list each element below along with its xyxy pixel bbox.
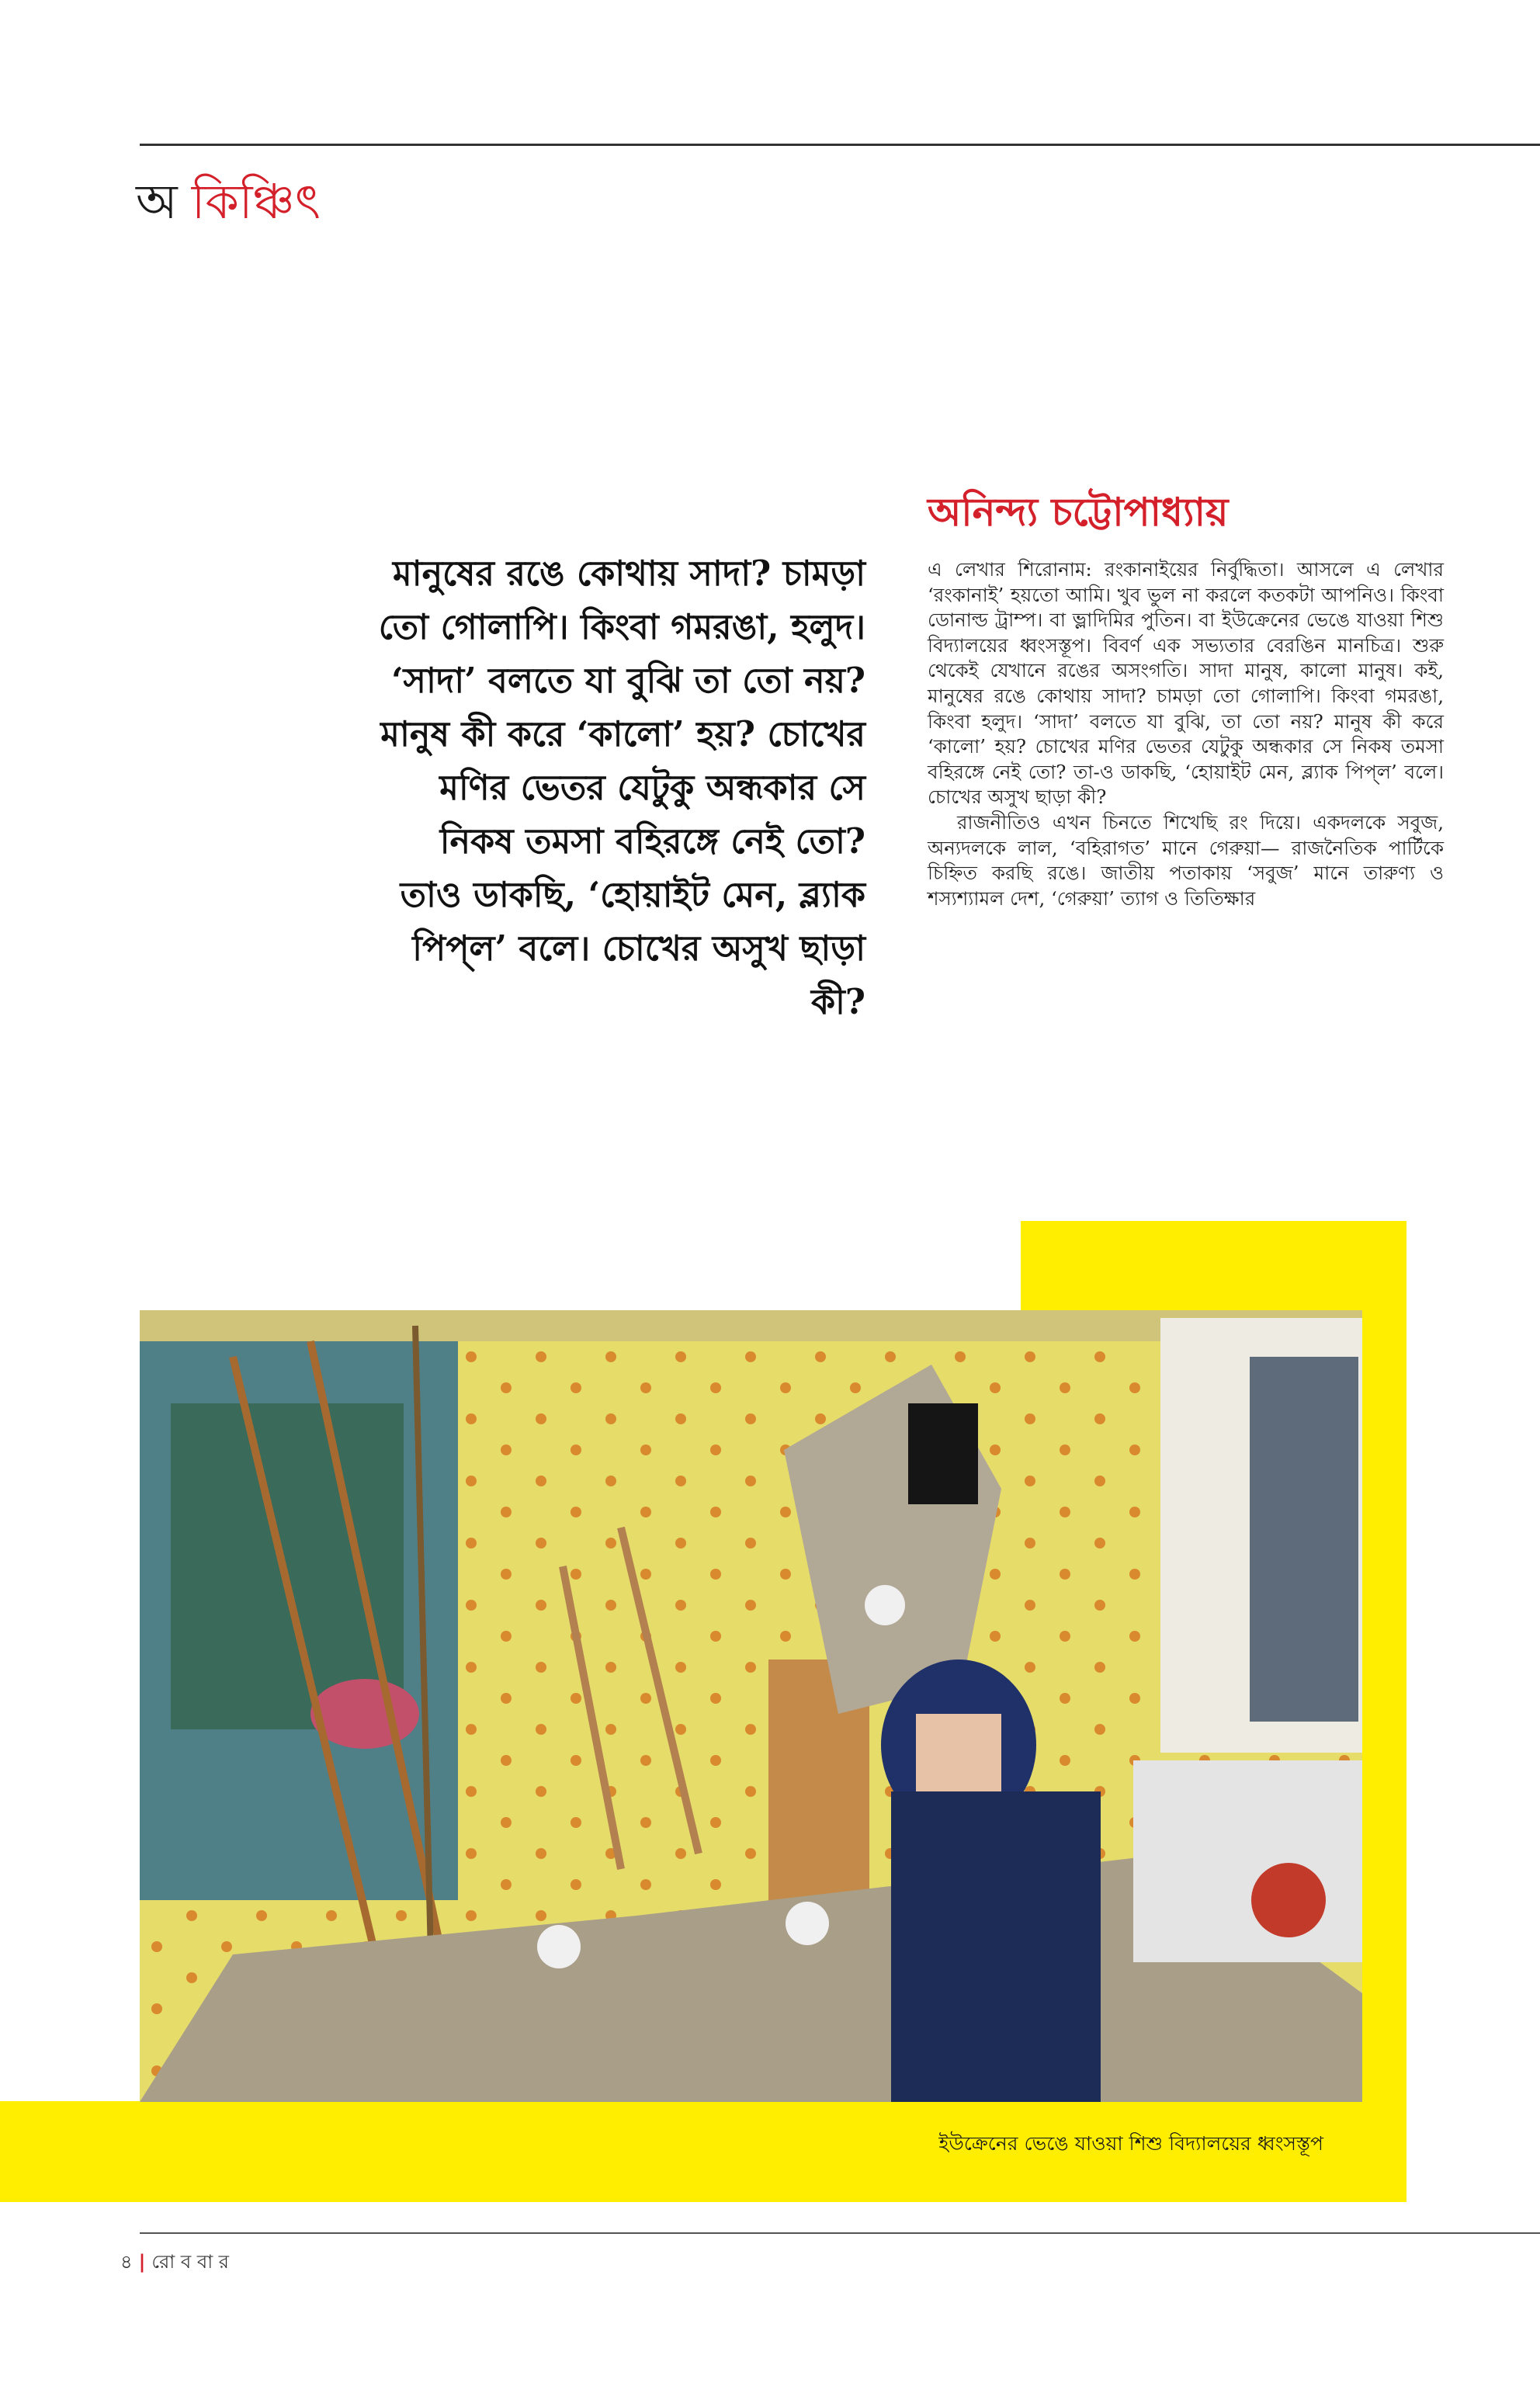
section-name: কিঞ্চিৎ [191,173,321,230]
pull-quote: মানুষের রঙে কোথায় সাদা? চামড়া তো গোলাপি। কিংবা গমরঙা, হলুদ। ‘সাদা’ বলতে যা বুঝি তা তো নয়? মানুষ কী করে ‘কালো’ হয়? চোখের মণির ভেতর যেটুকু অন্ধকার সে নিকষ তমসা বহিরঙ্গে নেই তো? তাও ডাকছি, ‘হোয়াইট মেন, ব্ল্যাক পিপ্‌ল’ বলে। চোখের অসুখ ছাড়া কী? [378,553,865,1022]
destroyed-school-photo [140,1310,1362,2102]
bottom-rule [140,2232,1540,2234]
footer-separator: | [138,2251,146,2273]
article-body [928,557,1444,911]
page-footer [120,2248,229,2279]
body-paragraph-1: এ লেখার শিরোনাম: রংকানাইয়ের নির্বুদ্ধিতা। আসলে এ লেখার ‘রংকানাই’ হয়তো আমি। খুব ভুল না করলে কতকটা আপনিও। কিংবা ডোনাল্ড ট্রাম্প। বা ভ্লাদিমির পুতিন। বা ইউক্রেনের ভেঙে যাওয়া শিশু বিদ্যালয়ের ধ্বংসস্তূপ। বিবর্ণ এক সভ্যতার বেরঙিন মানচিত্র। শুরু থেকেই যেখানে রঙের অসংগতি। সাদা মানুষ, কালো মানুষ। কই, মানুষের রঙে কোথায় সাদা? চামড়া তো গোলাপি। কিংবা গমরঙা, কিংবা হলুদ। ‘সাদা’ বলতে যা বুঝি, তা তো নয়? মানুষ কী করে ‘কালো’ হয়? চোখের মণির ভেতর যেটুকু অন্ধকার সে নিকষ তমসা বহিরঙ্গে নেই তো? তা-ও ডাকছি, ‘হোয়াইট মেন, ব্ল্যাক পিপ্‌ল’ বলে। চোখের অসুখ ছাড়া কী? [928,558,1444,809]
top-rule [140,144,1540,146]
yellow-accent-top [1021,1221,1406,1310]
yellow-accent-right [1362,1221,1406,2145]
photo-caption: ইউক্রেনের ভেঙে যাওয়া শিশু বিদ্যালয়ের ধ্বংসস্তূপ [938,2132,1323,2155]
publication-name: রো ব বা র [151,2251,230,2273]
author-byline: অনিন্দ্য চট্টোপাধ্যায় [928,489,1229,535]
section-heading [136,171,321,233]
section-prefix: অ [136,173,178,230]
body-paragraph-2: রাজনীতিও এখন চিনতে শিখেছি রং দিয়ে। একদলকে সবুজ, অন্যদলকে লাল, ‘বহিরাগত’ মানে গেরুয়া— রাজনৈতিক পার্টিকে চিহ্নিত করছি রঙে। জাতীয় পতাকায় ‘সবুজ’ মানে তারুণ্য ও শস্যশ্যামল দেশ, ‘গেরুয়া’ ত্যাগ ও তিতিক্ষার [928,810,1444,910]
page-number: ৪ [120,2251,133,2273]
